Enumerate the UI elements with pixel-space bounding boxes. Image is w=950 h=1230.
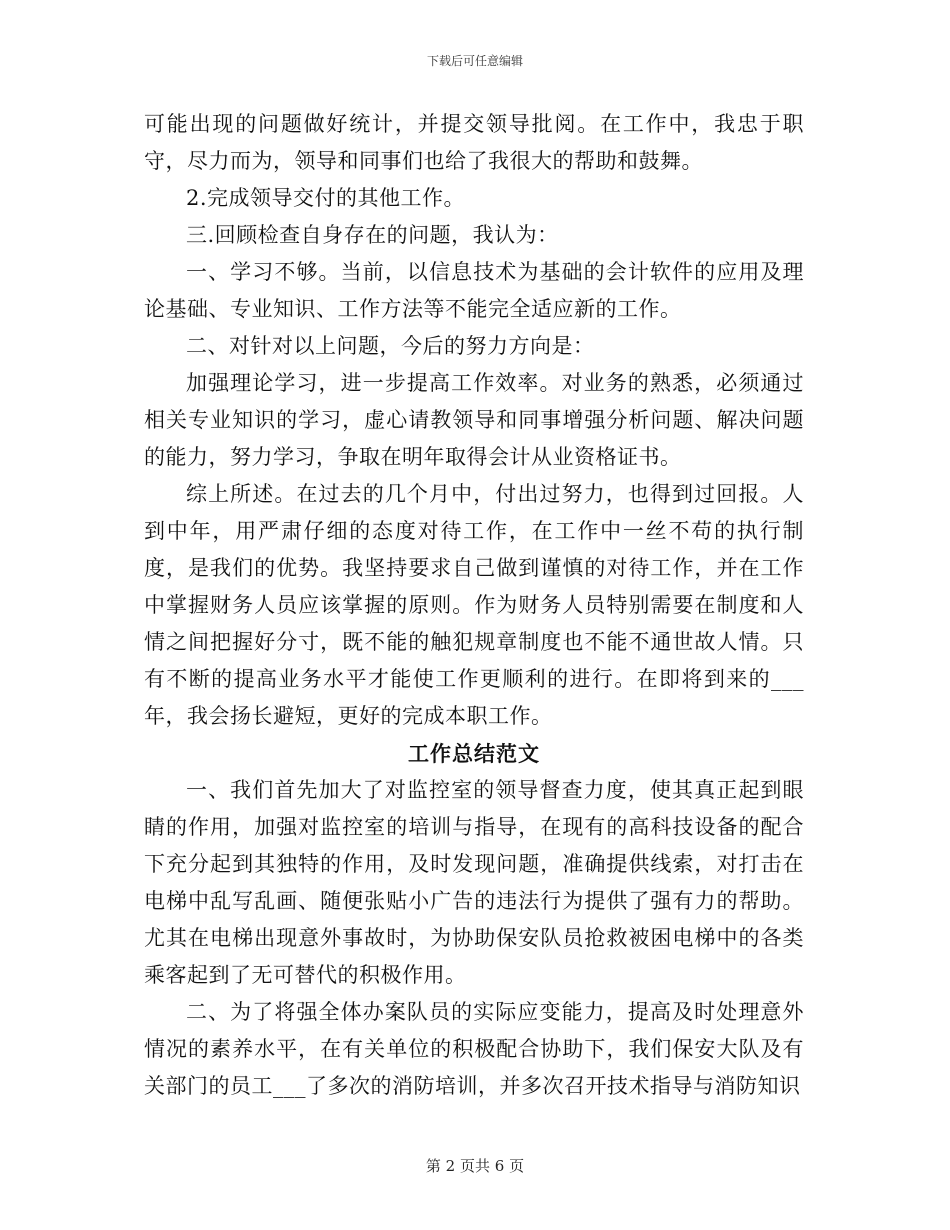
paragraph-section-3: 三.回顾检查自身存在的问题，我认为：: [186, 223, 559, 247]
page-footer: 第 2 页共 6 页: [425, 1157, 525, 1175]
paragraph-problem-1: 一、学习不够。当前，以信息技术为基础的会计软件的应用及理论基础、专业知识、工作方法等不能完全适应新的工作。: [144, 260, 804, 321]
paragraph-direction: 二、对针对以上问题，今后的努力方向是：: [186, 334, 595, 358]
paragraph-item-2: 2.完成领导交付的其他工作。: [186, 186, 466, 210]
page-header: 下载后可任意编辑: [426, 54, 523, 68]
paragraph-training: 二、为了将强全体办案队员的实际应变能力，提高及时处理意外情况的素养水平，在有关单位的积极配合协助下，我们保安大队及有关部门的员工___了多次的消防培训，并多次召开技术指导与消防知识: [144, 1000, 804, 1098]
section-title: 工作总结范文: [408, 741, 540, 766]
paragraph-monitoring: 一、我们首先加大了对监控室的领导督查力度，使其真正起到眼睛的作用，加强对监控室的培训与指导，在现有的高科技设备的配合下充分起到其独特的作用，及时发现问题，准确提供线索，对打击在电梯中乱写乱画、随便张贴小广告的违法行为提供了强有力的帮助。尤其在电梯出现意外事故时，为协助保安队员抢救被困电梯中的各类乘客起到了无可替代的积极作用。: [144, 778, 804, 987]
paragraph-study: 加强理论学习，进一步提高工作效率。对业务的熟悉，必须通过相关专业知识的学习，虚心请教领导和同事增强分析问题、解决问题的能力，努力学习，争取在明年取得会计从业资格证书。: [144, 371, 804, 469]
paragraph-continuation: 可能出现的问题做好统计，并提交领导批阅。在工作中，我忠于职守，尽力而为，领导和同事们也给了我很大的帮助和鼓舞。: [144, 112, 804, 173]
paragraph-summary: 综上所述。在过去的几个月中，付出过努力，也得到过回报。人到中年，用严肃仔细的态度对待工作，在工作中一丝不苟的执行制度，是我们的优势。我坚持要求自己做到谨慎的对待工作，并在工作中掌握财务人员应该掌握的原则。作为财务人员特别需要在制度和人情之间把握好分寸，既不能的触犯规章制度也不能不通世故人情。只有不断的提高业务水平才能使工作更顺利的进行。在即将到来的___年，我会扬长避短，更好的完成本职工作。: [144, 482, 804, 728]
document-body: [144, 106, 804, 1105]
